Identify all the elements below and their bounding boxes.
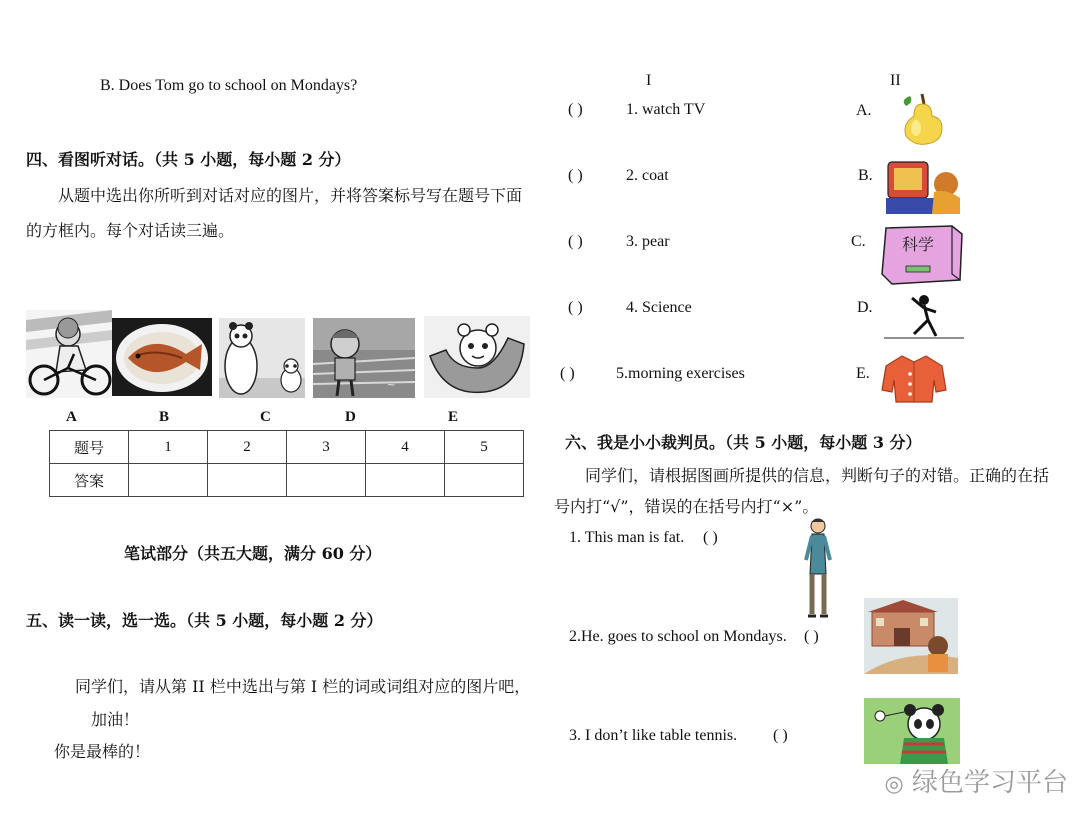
row-header-answer: 答案 — [50, 464, 129, 497]
option-e-label: E. — [856, 365, 870, 382]
picture-label-b: B — [159, 409, 170, 425]
written-part-heading: 笔试部分（共五大题，满分 60 分） — [124, 544, 382, 563]
science-book-icon — [878, 222, 968, 288]
item-4-paren[interactable]: ( ) — [568, 299, 583, 316]
table-row — [50, 431, 524, 464]
picture-label-a: A — [66, 409, 77, 425]
answer-cell-4[interactable] — [366, 464, 445, 497]
answer-cell-1[interactable] — [129, 464, 208, 497]
panda-table-tennis-picture — [864, 698, 960, 764]
coat-icon — [880, 352, 950, 406]
item-5-text: 5.morning exercises — [616, 365, 745, 382]
watch-tv-icon — [884, 158, 964, 216]
answer-cell-3[interactable] — [287, 464, 366, 497]
judge-question-3-paren[interactable]: ( ) — [773, 727, 788, 744]
row-header-number: 题号 — [50, 431, 129, 464]
section6-instruction-1: 同学们，请根据图画所提供的信息，判断句子的对错。正确的在括 — [585, 466, 1050, 485]
section5-instruction-3: 你是最棒的！ — [54, 742, 151, 761]
column-header-ii: II — [890, 72, 901, 89]
picture-e-panda-seat — [424, 316, 530, 398]
section4-title: 四、看图听对话。（共 5 小题，每小题 2 分） — [26, 150, 351, 169]
option-a-label: A. — [856, 102, 872, 119]
wechat-icon: ◎ — [884, 772, 904, 797]
picture-b-fish — [112, 318, 212, 396]
section4-instruction-1: 从题中选出你所听到对话对应的图片，并将答案标号写在题号下面 — [58, 186, 523, 205]
option-c-label: C. — [851, 233, 866, 250]
watermark — [885, 762, 1068, 799]
watermark-text: 绿色学习平台 — [911, 768, 1068, 798]
item-3-paren[interactable]: ( ) — [568, 233, 583, 250]
judge-question-2-text: 2.He. goes to school on Mondays. — [569, 628, 787, 645]
pear-icon — [892, 90, 948, 146]
item-5-paren[interactable]: ( ) — [560, 365, 575, 382]
item-3-text: 3. pear — [626, 233, 670, 250]
morning-exercises-icon — [884, 290, 964, 342]
answer-table — [49, 430, 524, 497]
question-number-4: 4 — [366, 431, 445, 464]
svg-text:~: ~ — [387, 380, 396, 391]
thin-man-picture — [798, 516, 840, 624]
answer-cell-5[interactable] — [445, 464, 524, 497]
question-number-2: 2 — [208, 431, 287, 464]
item-2-text: 2. coat — [626, 167, 669, 184]
picture-d-boy — [313, 318, 415, 398]
book-label: 科学 — [902, 235, 935, 254]
item-1-paren[interactable]: ( ) — [568, 101, 583, 118]
picture-label-c: C — [260, 409, 271, 425]
item-1-text: 1. watch TV — [626, 101, 706, 118]
section5-instruction-2: 加油！ — [91, 710, 140, 729]
judge-question-2-paren[interactable]: ( ) — [804, 628, 819, 645]
judge-question-3-text: 3. I don’t like table tennis. — [569, 727, 738, 744]
picture-label-e: E — [448, 409, 459, 425]
option-b-label: B. — [858, 167, 873, 184]
section6-instruction-2: 号内打“√”，错误的在括号内打“×”。 — [554, 497, 819, 516]
prev-question-b: B. Does Tom go to school on Mondays? — [100, 77, 358, 94]
school-picture — [864, 598, 958, 674]
option-d-label: D. — [857, 299, 873, 316]
question-number-5: 5 — [445, 431, 524, 464]
section5-title: 五、读一读，选一选。（共 5 小题，每小题 2 分） — [26, 611, 383, 630]
column-header-i: I — [646, 72, 652, 89]
question-number-1: 1 — [129, 431, 208, 464]
item-4-text: 4. Science — [626, 299, 692, 316]
section5-instruction-1: 同学们，请从第 II 栏中选出与第 I 栏的词或词组对应的图片吧， — [75, 677, 531, 696]
table-row — [50, 464, 524, 497]
item-2-paren[interactable]: ( ) — [568, 167, 583, 184]
picture-c-pandas — [219, 318, 305, 398]
answer-cell-2[interactable] — [208, 464, 287, 497]
section6-title: 六、我是小小裁判员。（共 5 小题，每小题 3 分） — [565, 433, 922, 452]
question-number-3: 3 — [287, 431, 366, 464]
judge-question-1-paren[interactable]: ( ) — [703, 529, 718, 546]
judge-question-1-text: 1. This man is fat. — [569, 529, 685, 546]
picture-label-d: D — [345, 409, 356, 425]
picture-a-cyclist — [26, 310, 112, 398]
section4-instruction-2: 的方框内。每个对话读三遍。 — [26, 221, 235, 240]
